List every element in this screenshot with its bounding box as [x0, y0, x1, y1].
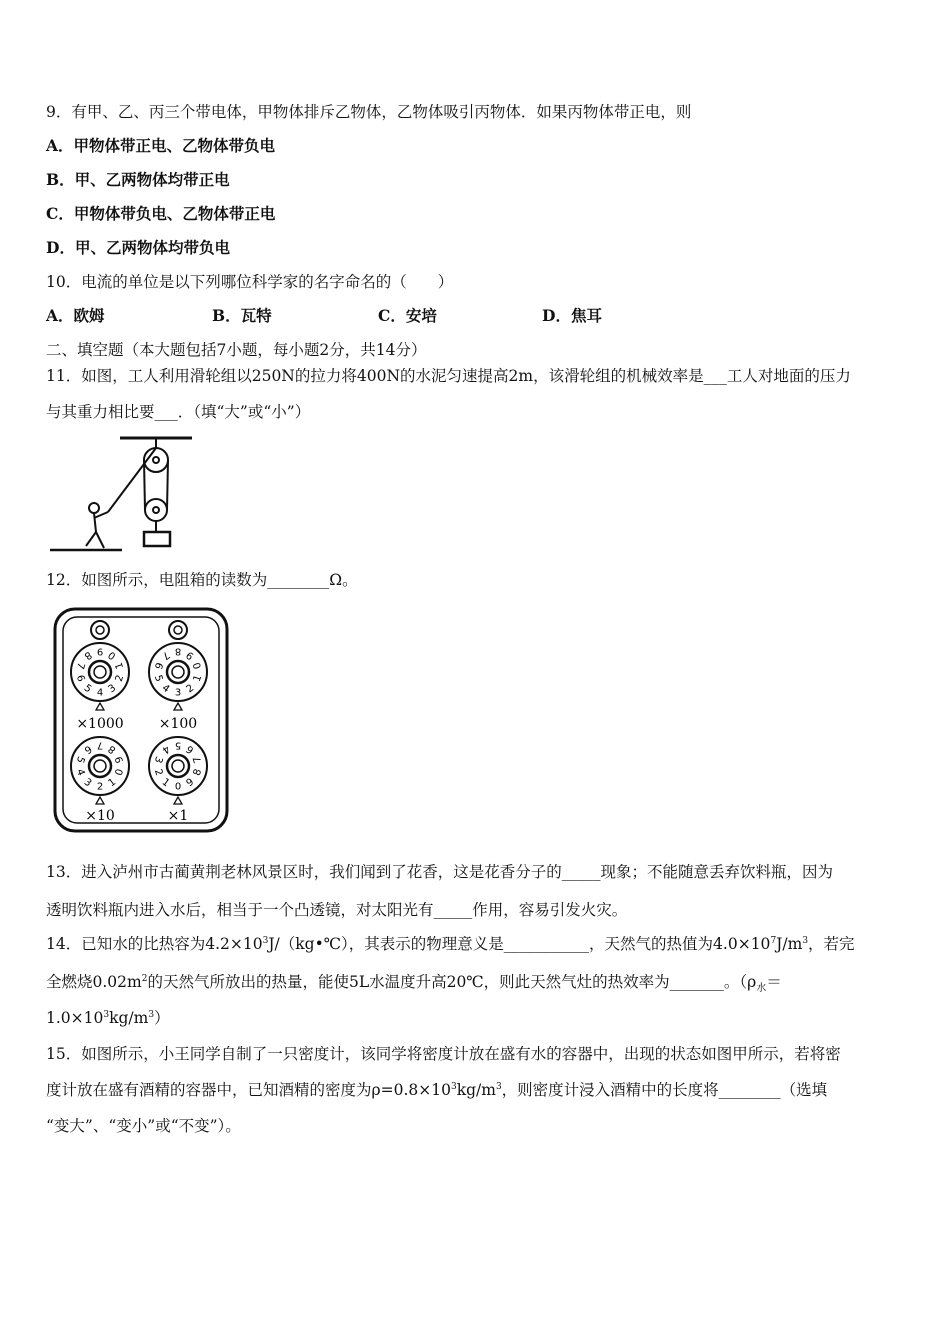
dial-digit: 5: [151, 673, 165, 684]
dial-digit: 9: [113, 754, 127, 765]
q14-line3: $1.0\times 10^3kg/m^3$）: [46, 1009, 170, 1027]
q13-line2: 透明饮料瓶内进入水后，相当于一个凸透镜，对太阳光有_____作用，容易引发火灾。: [46, 901, 628, 919]
q10-option-b: B．瓦特: [212, 306, 272, 325]
dial-digit: 1: [159, 776, 172, 790]
dial-digit: 4: [96, 687, 104, 699]
dial-digit: 0: [113, 767, 127, 778]
dial-digit: 7: [73, 660, 87, 671]
q9-option-c: C．甲物体带负电、乙物体带正电: [46, 204, 276, 223]
dial-digit: 4: [73, 767, 87, 778]
q10-option-d: D．焦耳: [542, 306, 602, 325]
dial-digit: 1: [113, 660, 127, 671]
q14-line2: 全燃烧$0.02m^2$的天然气所放出的热量，能使5L水温度升高20℃，则此天然气灶的热效率为_______。（$\rho_水=$: [46, 973, 782, 995]
q11-line2: 与其重力相比要___．（填“大”或“小”）: [46, 403, 311, 421]
q15-line3: “变大”、“变小”或“不变”）。: [46, 1117, 241, 1135]
dial-digit: 5: [174, 739, 182, 751]
q14-line1: 14．已知水的比热容为$4.2\times 10^3J/(kg•℃)$，其表示的物理意义是___________，天然气的热值为$4.0\times 10^7J/m^3$，若完: [46, 935, 855, 953]
q10-option-a: A．欧姆: [46, 306, 105, 325]
q10-option-c: C．安培: [378, 306, 437, 325]
dial-digit: 5: [73, 754, 87, 765]
dial-digit: 9: [184, 648, 197, 662]
dial-digit: 1: [191, 673, 205, 684]
dial-1[interactable]: [71, 643, 129, 732]
q10-stem: 10．电流的单位是以下列哪位科学家的名字命名的（ ）: [46, 273, 454, 291]
q11-line1: 11．如图，工人利用滑轮组以250N的拉力将400N的水泥匀速提高2m，该滑轮组的机械效率是___工人对地面的压力: [46, 367, 851, 385]
dial-digit: 7: [191, 754, 205, 765]
q13-line1: 13．进入泸州市古蔺黄荆老林风景区时，我们闻到了花香，这是花香分子的_____现象；不能随意丢弃饮料瓶，因为: [46, 863, 833, 881]
dial-digit: 6: [151, 660, 165, 671]
dial-digit: 1: [106, 776, 119, 790]
dial-digit: 4: [159, 742, 172, 756]
dial-digit: 4: [159, 682, 172, 696]
pointer-triangle-icon: [96, 703, 104, 710]
dial-multiplier-label: ×1: [167, 808, 189, 824]
dial-digit: 6: [73, 673, 87, 684]
q9-option-d: D．甲、乙两物体均带负电: [46, 238, 230, 257]
dial-digit: 0: [191, 660, 205, 671]
dial-digit: 5: [81, 682, 94, 696]
dial-digit: 0: [174, 781, 182, 793]
dial-digit: 2: [184, 682, 197, 696]
dial-digit: 8: [191, 767, 205, 778]
dial-digit: 8: [81, 648, 94, 662]
dial-3[interactable]: [71, 737, 129, 824]
dial-2[interactable]: [149, 643, 207, 732]
q9-option-b: B．甲、乙两物体均带正电: [46, 170, 230, 189]
section2-heading: 二、填空题（本大题包括7小题，每小题2分，共14分）: [46, 341, 427, 359]
dial-digit: 7: [159, 648, 172, 662]
dial-digit: 9: [184, 776, 197, 790]
resistance-box-figure: [52, 606, 230, 834]
pointer-triangle-icon: [174, 703, 182, 710]
q12-stem: 12．如图所示，电阻箱的读数为________Ω。: [46, 571, 358, 589]
dial-digit: 2: [113, 673, 127, 684]
pointer-triangle-icon: [96, 797, 104, 804]
q15-line1: 15．如图所示，小王同学自制了一只密度计，该同学将密度计放在盛有水的容器中，出现的状态如图甲所示，若将密: [46, 1045, 841, 1063]
dial-digit: 9: [96, 645, 104, 657]
q9-option-a: A．甲物体带正电、乙物体带负电: [46, 136, 276, 155]
dial-digit: 8: [106, 742, 119, 756]
q9-stem: 9．有甲、乙、丙三个带电体，甲物体排斥乙物体，乙物体吸引丙物体．如果丙物体带正电，则: [46, 103, 692, 121]
dial-digit: 2: [151, 767, 165, 778]
dial-digit: 3: [174, 687, 182, 699]
dial-digit: 6: [81, 742, 94, 756]
dial-digit: 3: [106, 682, 119, 696]
dial-multiplier-label: ×1000: [76, 716, 124, 732]
dial-multiplier-label: ×10: [85, 808, 115, 824]
terminal-right: [169, 621, 187, 639]
dial-digit: 7: [96, 739, 104, 751]
pointer-triangle-icon: [174, 797, 182, 804]
pulley-figure: [50, 432, 200, 556]
dial-digit: 8: [174, 645, 182, 657]
dial-digit: 6: [184, 742, 197, 756]
dial-digit: 2: [96, 781, 104, 793]
dial-multiplier-label: ×100: [158, 716, 198, 732]
dial-digit: 0: [106, 648, 119, 662]
q15-line2: 度计放在盛有酒精的容器中，已知酒精的密度为$\rho=0.8\times 10^3kg/m^3$，则密度计浸入酒精中的长度将________（选填: [46, 1081, 828, 1099]
terminal-left: [91, 621, 109, 639]
dial-4[interactable]: [149, 737, 207, 824]
dial-digit: 3: [81, 776, 94, 790]
dial-digit: 3: [151, 754, 165, 765]
